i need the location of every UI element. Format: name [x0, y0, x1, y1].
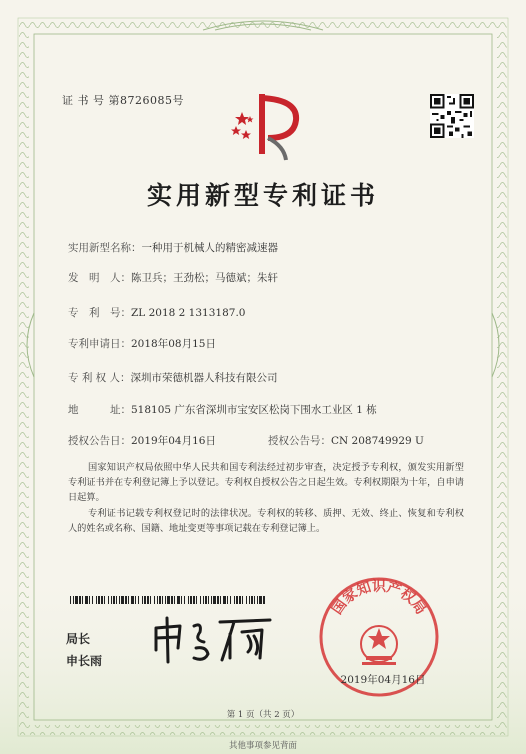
certificate-title: 实用新型专利证书: [146, 181, 379, 210]
svg-text:国家知识产权局: [328, 578, 428, 618]
address-label: 地 址：: [68, 404, 131, 416]
field-filing-date: [68, 336, 216, 351]
body-paragraph-2: 专利证书记载专利权登记时的法律状况。专利权的转移、质押、无效、终止、恢复和专利权人的姓名或名称、国籍、地址变更等事项记载在专利登记簿上。: [68, 508, 464, 534]
seal-date: 2019年04月16日: [340, 674, 426, 686]
patent-number-value: ZL 2018 2 1313187.0: [131, 307, 246, 319]
certificate-number: 证 书 号 第8726085号: [62, 94, 184, 107]
grant-date-value: 2019年04月16日: [131, 435, 216, 447]
filing-date-label: 专利申请日：: [68, 338, 131, 350]
field-grant-number: [268, 433, 424, 448]
patent-number-label: 专 利 号：: [68, 307, 131, 319]
filing-date-value: 2018年08月15日: [131, 338, 216, 350]
seal-text: 国家知识产权局: [329, 578, 429, 618]
utility-name-value: 一种用于机械人的精密减速器: [141, 242, 278, 254]
patentee-label: 专 利 权 人：: [68, 372, 131, 384]
barcode: [70, 596, 266, 604]
grant-number-label: 授权公告号：: [268, 435, 331, 447]
field-patentee: [68, 370, 278, 385]
director-name: 申长雨: [66, 654, 103, 668]
body-paragraph-1: 国家知识产权局依照中华人民共和国专利法经过初步审查，决定授予专利权，颁发实用新型专利证书并在专利登记簿上予以登记。专利权自授权公告之日起生效。专利权期限为十年，自申请日起算。: [68, 462, 464, 503]
grant-date-label: 授权公告日：: [68, 435, 131, 447]
director-signature: [150, 612, 280, 668]
page-number: 第 1 页（共 2 页）: [226, 710, 300, 720]
field-address: [68, 402, 377, 417]
grant-number-value: CN 208749929 U: [331, 435, 424, 447]
director-title: 局长: [66, 632, 91, 646]
address-value: 518105 广东省深圳市宝安区松岗下围水工业区 1 栋: [131, 404, 377, 416]
field-patent-number: [68, 305, 245, 320]
patent-office-logo: [228, 88, 304, 164]
field-utility-name: [68, 240, 278, 255]
patentee-value: 深圳市荣德机器人科技有限公司: [130, 372, 278, 384]
footer-note: 其他事项参见背面: [228, 741, 297, 751]
field-inventor: [68, 270, 278, 285]
inventor-value: 陈卫兵；王劲松；马德斌；朱轩: [131, 272, 278, 284]
field-grant-date: [68, 433, 216, 448]
qr-code: [430, 94, 474, 138]
inventor-label: 发 明 人：: [68, 272, 131, 284]
utility-name-label: 实用新型名称：: [68, 242, 142, 254]
